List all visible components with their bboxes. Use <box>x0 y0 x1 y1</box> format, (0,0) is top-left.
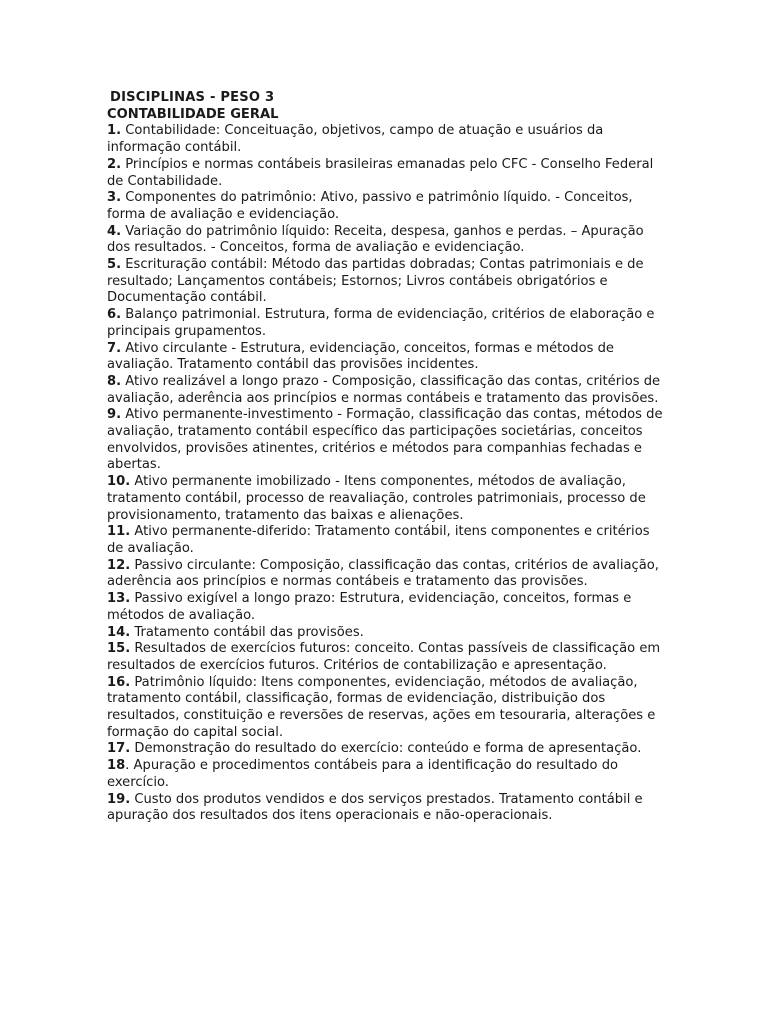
item-number: 7. <box>107 340 122 356</box>
document-title: DISCIPLINAS - PESO 3 <box>110 90 275 105</box>
syllabus-item <box>107 190 667 223</box>
item-text: Patrimônio líquido: Itens componentes, evidenciação, métodos de avaliação, tratamento contábil, classificação, formas de evidenciação, distribuição dos resultados, constituição e reversões de reservas, ações em tesouraria, alterações e formação do capital social. <box>107 674 656 740</box>
item-number: 16. <box>107 674 131 690</box>
document-page <box>107 90 667 825</box>
document-subtitle: CONTABILIDADE GERAL <box>107 106 279 122</box>
item-text: Custo dos produtos vendidos e dos serviços prestados. Tratamento contábil e apuração dos resultados dos itens operacionais e não-operacionais. <box>107 791 643 824</box>
item-text: Princípios e normas contábeis brasileiras emanadas pelo CFC - Conselho Federal de Contabilidade. <box>107 156 654 189</box>
item-number: 17. <box>107 741 131 757</box>
item-number: 18 <box>107 758 126 774</box>
syllabus-item <box>107 625 667 642</box>
item-text: Passivo circulante: Composição, classificação das contas, critérios de avaliação, aderência aos princípios e normas contábeis e tratamento das provisões. <box>107 557 659 590</box>
item-text: Ativo permanente-investimento - Formação, classificação das contas, métodos de avaliação, tratamento contábil específico das participações societárias, conceitos envolvidos, provisões atinentes, critérios e métodos para companhias fechadas e abertas. <box>107 407 663 473</box>
syllabus-item <box>107 257 667 307</box>
syllabus-item <box>107 741 667 758</box>
item-text: Ativo realizável a longo prazo - Composição, classificação das contas, critérios de avaliação, aderência aos princípios e normas contábeis e tratamento das provisões. <box>107 373 661 406</box>
item-number: 8. <box>107 373 122 389</box>
item-number: 9. <box>107 407 122 423</box>
item-number: 6. <box>107 307 122 323</box>
syllabus-item <box>107 224 667 257</box>
syllabus-item <box>107 157 667 190</box>
item-number: 19. <box>107 791 131 807</box>
item-number: 2. <box>107 156 122 172</box>
item-text: Ativo permanente-diferido: Tratamento contábil, itens componentes e critérios de avaliação. <box>107 524 650 556</box>
syllabus-item <box>107 407 667 474</box>
item-number: 1. <box>107 123 122 139</box>
item-number: 13. <box>107 591 131 607</box>
item-number: 15. <box>107 641 131 657</box>
item-text: Ativo permanente imobilizado - Itens componentes, métodos de avaliação, tratamento contábil, processo de reavaliação, controles patrimoniais, processo de provisionamento, tratamento das baixas e alienações. <box>107 474 646 523</box>
syllabus-item <box>107 307 667 340</box>
syllabus-item <box>107 758 667 791</box>
item-text: Demonstração do resultado do exercício: conteúdo e forma de apresentação. <box>130 741 642 757</box>
item-number: 11. <box>107 524 131 540</box>
syllabus-item <box>107 591 667 624</box>
syllabus-item <box>107 558 667 591</box>
item-text: Passivo exigível a longo prazo: Estrutura, evidenciação, conceitos, formas e métodos de avaliação. <box>107 591 632 623</box>
item-text: Contabilidade: Conceituação, objetivos, campo de atuação e usuários da informação contábil. <box>107 123 604 156</box>
item-text: Ativo circulante - Estrutura, evidenciação, conceitos, formas e métodos de avaliação. Tratamento contábil das provisões incidentes. <box>107 340 614 373</box>
syllabus-item <box>107 675 667 742</box>
syllabus-item <box>107 524 667 557</box>
item-text: Balanço patrimonial. Estrutura, forma de evidenciação, critérios de elaboração e principais grupamentos. <box>107 307 655 339</box>
item-number: 4. <box>107 223 122 239</box>
item-text: Componentes do patrimônio: Ativo, passivo e patrimônio líquido. - Conceitos, forma de avaliação e evidenciação. <box>107 190 633 222</box>
syllabus-item <box>107 792 667 825</box>
item-number: 14. <box>107 624 131 640</box>
syllabus-item <box>107 123 667 156</box>
item-text: . Apuração e procedimentos contábeis para a identificação do resultado do exercício. <box>107 758 619 790</box>
item-text: Tratamento contábil das provisões. <box>130 624 364 640</box>
item-text: Escrituração contábil: Método das partidas dobradas; Contas patrimoniais e de resultado; Lançamentos contábeis; Estornos; Livros contábeis obrigatórios e Documentação contábil. <box>107 257 644 306</box>
item-text: Resultados de exercícios futuros: conceito. Contas passíveis de classificação em resultados de exercícios futuros. Critérios de contabilização e apresentação. <box>107 641 661 673</box>
syllabus-list <box>107 123 667 825</box>
syllabus-item <box>107 474 667 524</box>
item-text: Variação do patrimônio líquido: Receita, despesa, ganhos e perdas. – Apuração dos resultados. - Conceitos, forma de avaliação e evidenciação. <box>107 223 644 256</box>
item-number: 12. <box>107 557 131 573</box>
syllabus-item <box>107 641 667 674</box>
item-number: 10. <box>107 474 131 490</box>
syllabus-item <box>107 374 667 407</box>
item-number: 3. <box>107 190 122 206</box>
syllabus-item <box>107 341 667 374</box>
item-number: 5. <box>107 257 122 273</box>
